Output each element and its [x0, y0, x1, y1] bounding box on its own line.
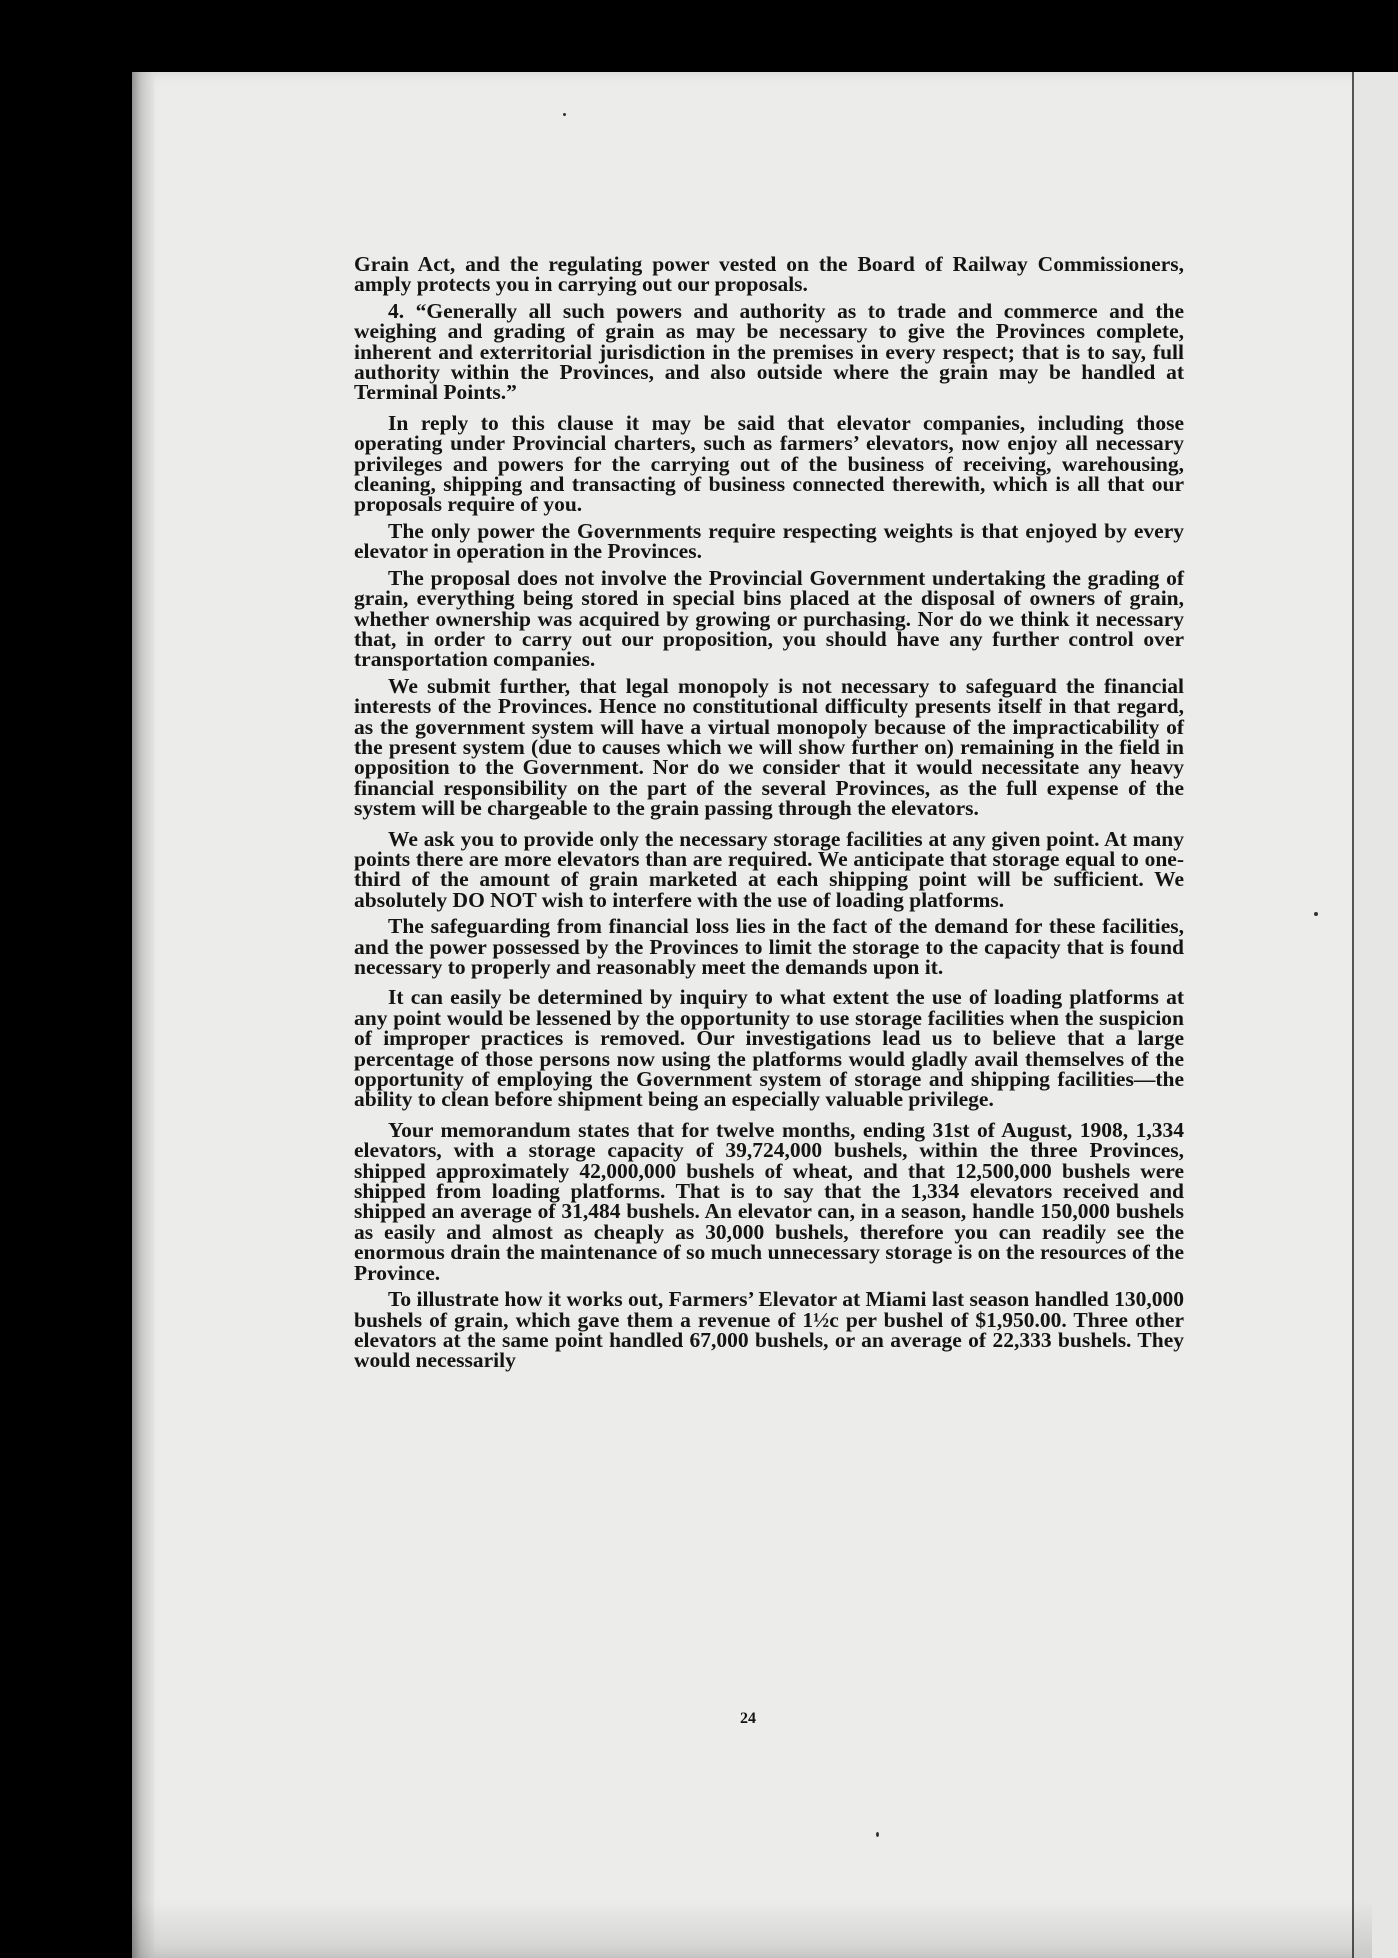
- paragraph: The only power the Governments require respecting weights is that enjoyed by every elevator in operation in the Provinces.: [354, 518, 1184, 564]
- paragraph: Grain Act, and the regulating power vested on the Board of Railway Commissioners, amply protects you in carrying out our proposals.: [354, 252, 1184, 297]
- binding-edge: [132, 72, 154, 1958]
- paragraph: To illustrate how it works out, Farmers’ Elevator at Miami last season handled 130,000 bushels of grain, which gave them a revenue of 1½c per bushel of $1,950.00. Three other elevators at the same point handled 67,000 bushels, or an average of 22,333 bushels. They would necessarily: [354, 1287, 1184, 1373]
- page-number: 24: [740, 1710, 756, 1727]
- paragraph: The safeguarding from financial loss lies in the fact of the demand for these facilities, and the power possessed by the Provinces to limit the storage to the capacity that is found necessary to properly and reasonably meet the demands upon it.: [354, 914, 1184, 979]
- dust-speck: [563, 113, 566, 116]
- dust-speck: [1314, 912, 1318, 916]
- paragraph: In reply to this clause it may be said that elevator companies, including those operating under Provincial charters, such as farmers’ elevators, now enjoy all necessary privileges and powers for the carrying out of the business of receiving, warehousing, cleaning, shipping and transacting of business connected therewith, which is all that our proposals require of you.: [354, 410, 1184, 517]
- paragraph: We submit further, that legal monopoly is not necessary to safeguard the financial interests of the Provinces. Hence no constitutional difficulty presents itself in that regard, as the government system will have a virtual monopoly because of the impracticability of the present system (due to causes which we will show further on) remaining in the field in opposition to the Government. Nor do we consider that it would necessitate any heavy financial responsibility on the part of the several Provinces, as the full expense of the system will be chargeable to the grain passing through the elevators.: [354, 673, 1184, 821]
- paragraph: The proposal does not involve the Provincial Government undertaking the grading of grain, everything being stored in special bins placed at the disposal of owners of grain, whether ownership was acquired by growing or purchasing. Nor do we think it necessary that, in order to carry out our proposition, you should have any further control over transportation companies.: [354, 565, 1184, 672]
- paragraph: Your memorandum states that for twelve months, ending 31st of August, 1908, 1,334 elevators, with a storage capacity of 39,724,000 bushels, within the three Provinces, shipped approximately 42,000,000 bushels of wheat, and that 12,500,000 bushels were shipped from loading platforms. That is to say that the 1,334 elevators received and shipped an average of 31,484 bushels. An elevator can, in a season, handle 150,000 bushels as easily and almost as cheaply as 30,000 bushels, therefore you can readily see the enormous drain the maintenance of so much unnecessary storage is on the resources of the Province.: [354, 1117, 1184, 1285]
- body-text: [354, 254, 1184, 1377]
- paragraph: It can easily be determined by inquiry to what extent the use of loading platforms at any point would be lessened by the opportunity to use storage facilities when the suspicion of improper practices is removed. Our investigations lead us to believe that a large percentage of those persons now using the platforms would gladly avail themselves of the opportunity of employing the Government system of storage and shipping facilities—the ability to clean before shipment being an especially valuable privilege.: [354, 985, 1184, 1112]
- page-shadow: [132, 1900, 1372, 1958]
- next-page-edge: [1352, 72, 1398, 1958]
- paragraph: We ask you to provide only the necessary storage facilities at any given point. At many points there are more elevators than are required. We anticipate that storage equal to one-third of the amount of grain marketed at each shipping point will be sufficient. We absolutely DO NOT wish to interfere with the use of loading platforms.: [354, 826, 1184, 912]
- dust-speck: [876, 1832, 879, 1837]
- paragraph: 4. “Generally all such powers and authority as to trade and commerce and the weighing and grading of grain as may be necessary to give the Provinces complete, inherent and exterritorial jurisdiction in the premises in every respect; that is to say, full authority within the Provinces, and also outside where the grain may be handled at Terminal Points.”: [354, 298, 1184, 405]
